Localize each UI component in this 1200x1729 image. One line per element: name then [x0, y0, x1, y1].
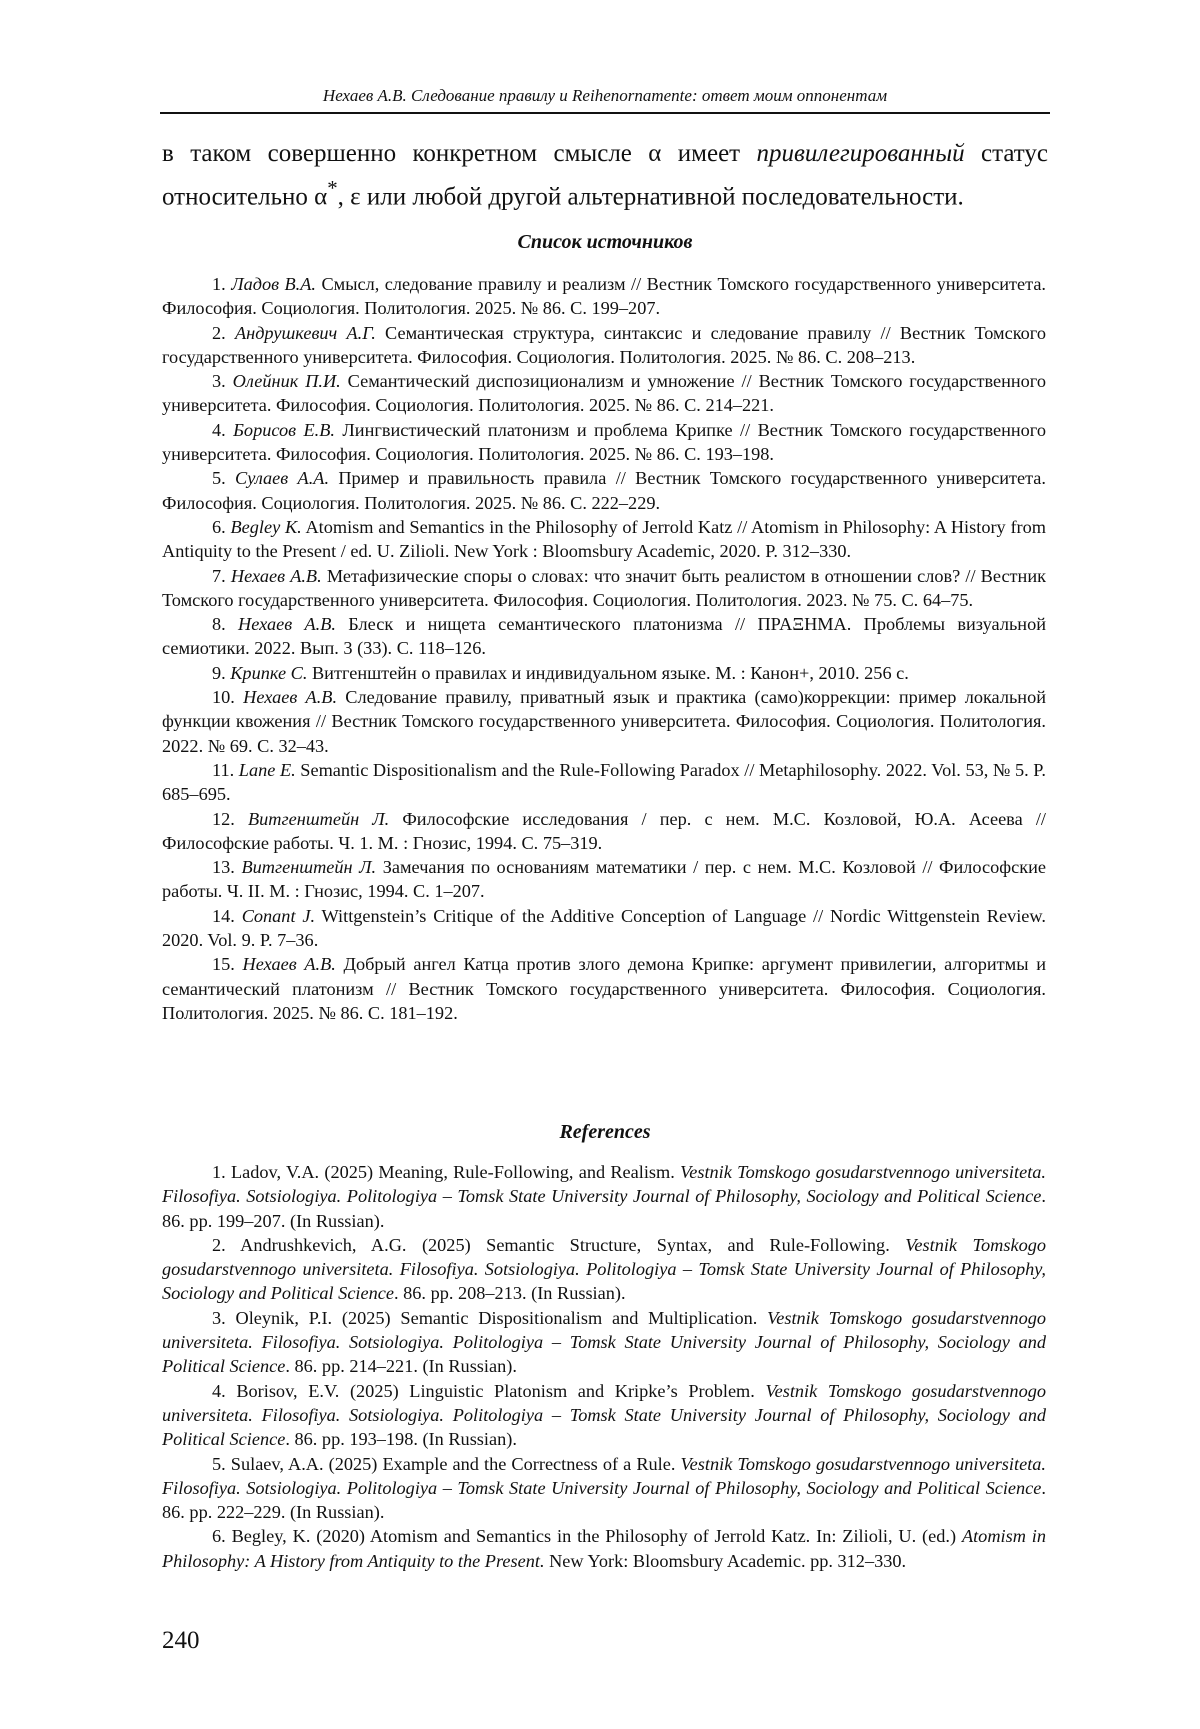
source-text: Следование правилу, приватный язык и практика (само)коррекции: пример локальной функции квожения // Вестник Томского государственного университета. Философия. Социология. Политология. 2022. № 69. С. 32–43.	[162, 687, 1047, 756]
header-rule	[160, 112, 1050, 114]
source-number: 1.	[212, 274, 226, 294]
sources-list	[162, 272, 1046, 1025]
intro-text-3: статус относительно α	[162, 140, 1048, 211]
source-item	[162, 661, 1046, 685]
source-number: 3.	[212, 371, 226, 392]
source-author: Борисов Е.В.	[233, 419, 335, 440]
source-author: Витгенштейн Л.	[241, 857, 377, 878]
source-number: 14.	[212, 905, 235, 926]
reference-tail: . 86. pp. 199–207. (In Russian).	[162, 1186, 1046, 1231]
reference-item	[162, 1379, 1046, 1452]
references-heading: References	[559, 1121, 651, 1143]
reference-number: 4.	[212, 1380, 226, 1401]
reference-item	[162, 1524, 1046, 1573]
source-text: Замечания по основаниям математики / пер. с нем. М.С. Козловой // Философские работы. Ч. II. М. : Гнозис, 1994. С. 1–207.	[162, 857, 1046, 902]
source-item	[162, 758, 1046, 807]
reference-number: 5.	[212, 1453, 226, 1474]
intro-text-1: в таком совершенно конкретном смысле α имеет	[162, 140, 757, 167]
source-author: Ладов В.А.	[231, 274, 316, 294]
source-text: Пример и правильность правила // Вестник Томского государственного университета. Философия. Социология. Политология. 2025. № 86. С. 222–229.	[162, 468, 1046, 513]
source-number: 11.	[212, 759, 235, 780]
reference-number: 3.	[212, 1307, 226, 1328]
source-author: Олейник П.И.	[232, 371, 341, 392]
reference-journal: Vestnik Tomskogo gosudarstvennogo universiteta. Filosofiya. Sotsiologiya. Politologiya – Tomsk State University Journal of Philosophy, Sociology and Political Science	[162, 1453, 1046, 1498]
reference-journal: Atomism in Philosophy: A History from Antiquity to the Present.	[162, 1526, 1047, 1571]
source-text: Семантическая структура, синтаксис и следование правилу // Вестник Томского государственного университета. Философия. Социология. Политология. 2025. № 86. С. 208–213.	[162, 322, 1046, 367]
reference-text: Begley, K. (2020) Atomism and Semantics in the Philosophy of Jerrold Katz. In: Zilioli, U. (ed.)	[225, 1526, 962, 1547]
reference-journal: Vestnik Tomskogo gosudarstvennogo universiteta. Filosofiya. Sotsiologiya. Politologiya – Tomsk State University Journal of Philosophy, Sociology and Political Science	[162, 1162, 1046, 1207]
source-author: Нехаев А.В.	[243, 687, 338, 708]
reference-tail: . 86. pp. 208–213. (In Russian).	[394, 1283, 626, 1304]
source-number: 8.	[212, 614, 226, 635]
reference-number: 6.	[212, 1526, 226, 1547]
source-item	[162, 418, 1046, 467]
source-item	[162, 855, 1046, 904]
source-number: 2.	[212, 322, 226, 343]
reference-text: Oleynik, P.I. (2025) Semantic Dispositionalism and Multiplication.	[225, 1307, 768, 1328]
source-author: Сулаев А.А.	[235, 468, 330, 489]
source-item	[162, 952, 1046, 1025]
reference-journal: Vestnik Tomskogo gosudarstvennogo universiteta. Filosofiya. Sotsiologiya. Politologiya – Tomsk State University Journal of Philosophy, Sociology and Political Science	[162, 1380, 1046, 1450]
source-author: Нехаев А.В.	[238, 614, 336, 635]
sources-heading: Список источников	[517, 231, 693, 253]
reference-text: Borisov, E.V. (2025) Linguistic Platonism and Kripke’s Problem.	[225, 1380, 766, 1401]
source-text: Семантический диспозиционализм и умножение // Вестник Томского государственного университета. Философия. Социология. Политология. 2025. № 86. С. 214–221.	[162, 371, 1046, 416]
source-text: Метафизические споры о словах: что значит быть реалистом в отношении слов? // Вестник Томского государственного университета. Философия. Социология. Политология. 2023. № 75. С. 64–75.	[162, 565, 1046, 610]
reference-item	[162, 1233, 1046, 1306]
source-number: 15.	[212, 954, 235, 975]
reference-tail: . 86. pp. 193–198. (In Russian).	[285, 1429, 517, 1450]
source-text: Смысл, следование правилу и реализм // Вестник Томского государственного университета. Философия. Социология. Политология. 2025. № 86. С. 199–207.	[162, 274, 1047, 319]
reference-tail: New York: Bloomsbury Academic. pp. 312–330.	[544, 1550, 907, 1571]
source-author: Lane E.	[238, 759, 296, 780]
source-item	[162, 515, 1046, 564]
source-text: Блеск и нищета семантического платонизма // ΠΡΑΞΗΜΑ. Проблемы визуальной семиотики. 2022. Вып. 3 (33). С. 118–126.	[162, 614, 1046, 659]
source-author: Begley K.	[230, 516, 302, 537]
intro-text-4: , ε или любой другой альтернативной последовательности.	[337, 183, 964, 211]
source-text: Atomism and Semantics in the Philosophy of Jerrold Katz // Atomism in Philosophy: A History from Antiquity to the Present / ed. U. Zilioli. New York : Bloomsbury Academic, 2020. P. 312–330.	[162, 516, 1046, 562]
source-number: 7.	[212, 565, 226, 586]
source-number: 4.	[212, 419, 226, 440]
reference-item	[162, 1306, 1046, 1379]
source-number: 9.	[212, 662, 226, 683]
reference-number: 1.	[212, 1162, 226, 1182]
source-item	[162, 369, 1046, 418]
source-item	[162, 612, 1046, 661]
source-author: Conant J.	[241, 905, 316, 926]
source-item	[162, 807, 1046, 856]
source-text: Wittgenstein’s Critique of the Additive Conception of Language // Nordic Wittgenstein Review. 2020. Vol. 9. P. 7–36.	[162, 905, 1046, 951]
intro-emphasis: привилегированный	[756, 140, 965, 167]
reference-tail: . 86. pp. 222–229. (In Russian).	[162, 1477, 1046, 1523]
source-number: 5.	[212, 468, 226, 489]
source-text: Лингвистический платонизм и проблема Крипке // Вестник Томского государственного университета. Философия. Социология. Политология. 2025. № 86. С. 193–198.	[162, 419, 1046, 465]
reference-text: Ladov, V.A. (2025) Meaning, Rule-Following, and Realism.	[225, 1162, 681, 1182]
source-text: Философские исследования / пер. с нем. М.С. Козловой, Ю.А. Асеева // Философские работы. Ч. 1. М. : Гнозис, 1994. С. 75–319.	[162, 808, 1046, 853]
source-author: Андрушкевич А.Г.	[234, 322, 376, 343]
reference-text: Andrushkevich, A.G. (2025) Semantic Structure, Syntax, and Rule-Following.	[225, 1234, 906, 1255]
source-number: 6.	[212, 516, 226, 537]
source-item	[162, 466, 1046, 515]
page-number: 240	[162, 1627, 200, 1654]
intro-superscript: *	[327, 176, 338, 200]
source-author: Витгенштейн Л.	[248, 808, 390, 829]
reference-text: Sulaev, A.A. (2025) Example and the Correctness of a Rule.	[225, 1453, 681, 1474]
reference-tail: . 86. pp. 214–221. (In Russian).	[285, 1356, 517, 1377]
source-author: Нехаев А.В.	[230, 565, 322, 586]
source-author: Крипке С.	[230, 662, 308, 683]
source-item	[162, 685, 1046, 758]
source-author: Нехаев А.В.	[242, 954, 336, 975]
source-text: Витгенштейн о правилах и индивидуальном языке. М. : Канон+, 2010. 256 с.	[307, 662, 909, 683]
reference-number: 2.	[212, 1234, 226, 1255]
references-list	[162, 1160, 1046, 1573]
intro-paragraph	[162, 136, 1048, 214]
reference-item	[162, 1452, 1046, 1525]
source-item	[162, 564, 1046, 613]
source-number: 10.	[212, 687, 235, 708]
source-number: 12.	[212, 808, 235, 829]
source-item	[162, 321, 1046, 370]
source-text: Добрый ангел Катца против злого демона Крипке: аргумент привилегии, алгоритмы и семантический платонизм // Вестник Томского государственного университета. Философия. Социология. Политология. 2025. № 86. С. 181–192.	[162, 954, 1046, 1023]
source-number: 13.	[212, 857, 235, 878]
running-header: Нехаев А.В. Следование правилу и Reihenornamente: ответ моим оппонентам	[322, 86, 888, 105]
reference-journal: Vestnik Tomskogo gosudarstvennogo universiteta. Filosofiya. Sotsiologiya. Politologiya – Tomsk State University Journal of Philosophy, Sociology and Political Science	[162, 1234, 1046, 1304]
reference-journal: Vestnik Tomskogo gosudarstvennogo universiteta. Filosofiya. Sotsiologiya. Politologiya – Tomsk State University Journal of Philosophy, Sociology and Political Science	[162, 1307, 1046, 1377]
source-text: Semantic Dispositionalism and the Rule-Following Paradox // Metaphilosophy. 2022. Vol. 53, № 5. P. 685–695.	[162, 759, 1047, 805]
reference-item	[162, 1160, 1046, 1233]
source-item	[162, 904, 1046, 953]
source-item	[162, 272, 1046, 321]
